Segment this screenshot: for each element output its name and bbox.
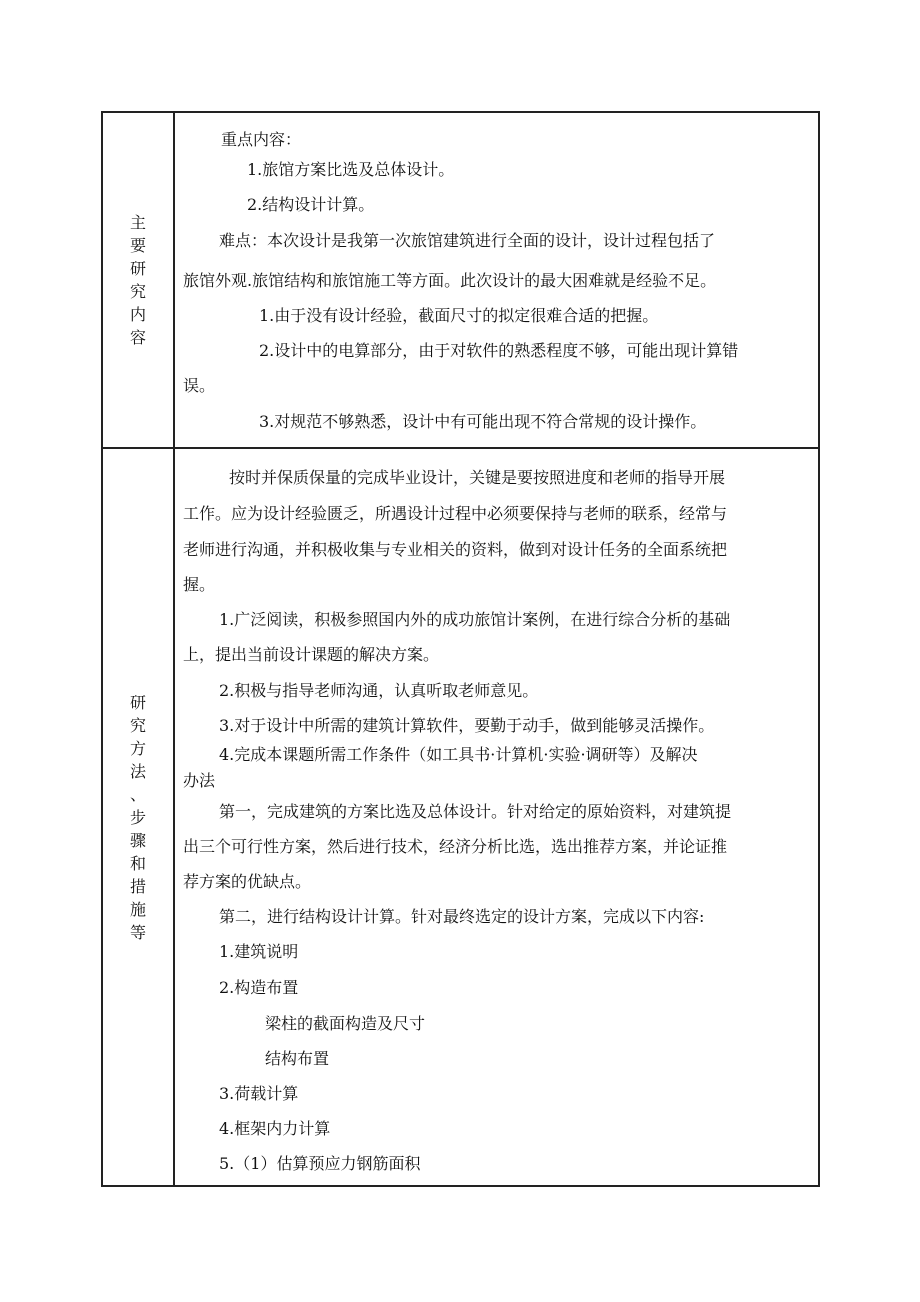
text-line: 荐方案的优缺点。 (183, 872, 312, 891)
text-line: 误。 (183, 376, 216, 395)
label-char: 等 (129, 922, 146, 942)
text-line: 办法 (183, 771, 216, 790)
text-line: 按时并保质保量的完成毕业设计，关键是要按照进度和老师的指导开展 (229, 468, 726, 487)
label-char: 主 (129, 213, 146, 232)
text-line: 重点内容： (221, 130, 302, 149)
label-char: 骤 (129, 830, 146, 850)
text-line: 结构布置 (265, 1049, 330, 1068)
text-line: 出三个可行性方案，然后进行技术，经济分析比选，选出推荐方案，并论证推 (183, 837, 728, 856)
text-line: 3.荷载计算 (219, 1084, 299, 1103)
section-content-methods (174, 448, 819, 1186)
label-char: 、 (129, 784, 146, 804)
proposal-table (101, 111, 820, 1187)
text-line: 梁柱的截面构造及尺寸 (265, 1014, 426, 1033)
section-label-main-content (102, 112, 174, 448)
label-char: 研 (129, 259, 146, 278)
label-char: 容 (129, 328, 146, 347)
text-line: 握。 (183, 575, 216, 594)
section-content-main-content (174, 112, 819, 448)
text-line: 老师进行沟通，并积极收集与专业相关的资料，做到对设计任务的全面系统把 (183, 540, 728, 559)
text-line: 难点：本次设计是我第一次旅馆建筑进行全面的设计，设计过程包括了 (219, 231, 716, 250)
label-char: 究 (129, 715, 146, 735)
label-char: 要 (129, 236, 146, 255)
label-char: 方 (129, 738, 146, 758)
label-char: 研 (129, 692, 146, 712)
section-label-methods (102, 448, 174, 1186)
text-line: 4.框架内力计算 (219, 1119, 331, 1138)
label-char: 措 (129, 876, 146, 896)
content-block (175, 113, 818, 447)
text-line: 4.完成本课题所需工作条件（如工具书·计算机·实验·调研等）及解决 (219, 745, 698, 764)
text-line: 旅馆外观.旅馆结构和旅馆施工等方面。此次设计的最大困难就是经验不足。 (183, 271, 717, 290)
text-line: 1.旅馆方案比选及总体设计。 (247, 160, 455, 179)
text-line: 第二，进行结构设计计算。针对最终选定的设计方案，完成以下内容: (219, 907, 705, 926)
text-line: 2.构造布置 (219, 978, 299, 997)
label-char: 内 (129, 305, 146, 324)
text-line: 3.对于设计中所需的建筑计算软件，要勤于动手，做到能够灵活操作。 (219, 716, 715, 735)
text-line: 3.对规范不够熟悉，设计中有可能出现不符合常规的设计操作。 (259, 412, 707, 431)
text-line: 上，提出当前设计课题的解决方案。 (183, 645, 440, 664)
text-line: 第一，完成建筑的方案比选及总体设计。针对给定的原始资料，对建筑提 (219, 802, 732, 821)
table-row-main-content (102, 112, 819, 448)
text-line: 1.建筑说明 (219, 942, 299, 961)
text-line: 2.结构设计计算。 (247, 195, 375, 214)
text-line: 1.广泛阅读，积极参照国内外的成功旅馆计案例，在进行综合分析的基础 (219, 610, 731, 629)
label-char: 步 (129, 807, 146, 827)
text-line: 2.积极与指导老师沟通，认真听取老师意见。 (219, 681, 539, 700)
label-char: 究 (129, 282, 146, 301)
text-line: 1.由于没有设计经验，截面尺寸的拟定很难合适的把握。 (259, 306, 659, 325)
label-char: 和 (129, 853, 146, 873)
content-block (175, 449, 818, 1185)
text-line: 工作。应为设计经验匮乏，所遇设计过程中必须要保持与老师的联系，经常与 (183, 504, 728, 523)
label-char: 施 (129, 899, 146, 919)
vertical-label (103, 691, 173, 944)
label-char: 法 (129, 761, 146, 781)
text-line: 5.（1）估算预应力钢筋面积 (219, 1154, 421, 1173)
vertical-label (103, 211, 173, 349)
text-line: 2.设计中的电算部分，由于对软件的熟悉程度不够，可能出现计算错 (259, 341, 739, 360)
table-row-methods (102, 448, 819, 1186)
